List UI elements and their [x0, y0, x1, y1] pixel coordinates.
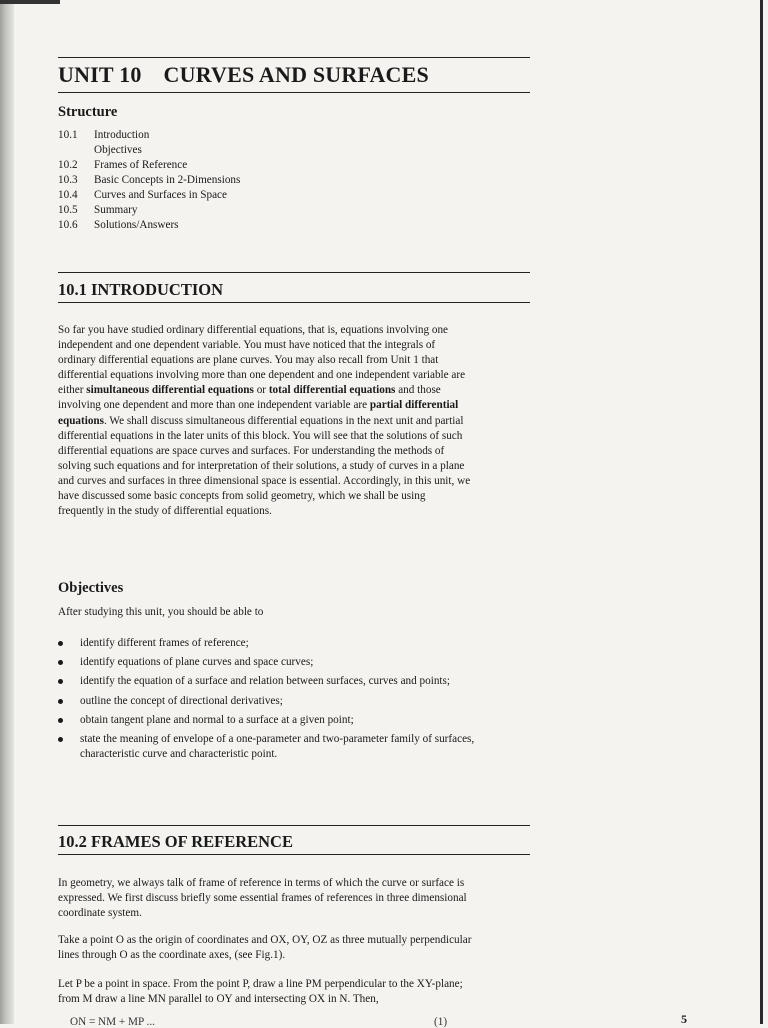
page-number: 5: [681, 1012, 687, 1026]
intro-rule-bottom: [58, 302, 530, 303]
frames-rule-bottom: [58, 854, 530, 855]
frames-paragraph-3: Let P be a point in space. From the point P, draw a line PM perpendicular to the XY-plane; from M draw a line MN parallel to OY and intersecting OX in N. Then,: [58, 978, 463, 1006]
objective-item: identify equations of plane curves and space curves;: [58, 655, 528, 670]
frames-heading: 10.2 FRAMES OF REFERENCE: [58, 832, 293, 851]
objective-item: outline the concept of directional derivatives;: [58, 694, 528, 709]
toc-item: 10.5 Summary: [58, 204, 138, 216]
objectives-heading: Objectives: [58, 580, 124, 596]
term-total: total differential equations: [268, 384, 396, 397]
scan-mark: [0, 0, 60, 4]
unit-title: [58, 62, 429, 88]
structure-heading: Structure: [58, 104, 118, 120]
toc-item: 10.3 Basic Concepts in 2-Dimensions: [58, 174, 241, 186]
objective-item: identify different frames of reference;: [58, 636, 528, 651]
title-rule-bottom: [58, 92, 530, 93]
objective-item: identify the equation of a surface and relation between surfaces, curves and points;: [58, 674, 528, 689]
unit-name: CURVES AND SURFACES: [163, 62, 429, 87]
toc-item: 10.6 Solutions/Answers: [58, 219, 179, 231]
term-partial: partial differential: [369, 399, 459, 412]
toc-item: 10.2 Frames of Reference: [58, 159, 188, 171]
frames-rule-top: [58, 825, 530, 826]
objective-item: state the meaning of envelope of a one-parameter and two-parameter family of surfaces, characteristic curve and characteristic point.: [58, 732, 528, 762]
toc-item: 10.4 Curves and Surfaces in Space: [58, 189, 227, 201]
intro-rule-top: [58, 272, 530, 273]
title-rule-top: [58, 57, 530, 58]
scan-shadow-left: [0, 0, 14, 1024]
objectives-list: [58, 636, 528, 766]
equation-number: (1): [434, 1016, 448, 1028]
toc-item: 10.1 Introduction: [58, 129, 150, 141]
intro-heading: 10.1 INTRODUCTION: [58, 280, 224, 299]
toc-item: Objectives: [94, 144, 142, 156]
unit-number: UNIT 10: [58, 62, 142, 87]
objectives-intro: After studying this unit, you should be able to: [58, 606, 264, 618]
scan-edge-right: [760, 0, 763, 1024]
structure-list: [58, 128, 240, 233]
frames-paragraph-1: In geometry, we always talk of frame of reference in terms of which the curve or surface is expressed. We first discuss briefly some essential frames of references in three dimensional coordinate system.: [58, 877, 467, 920]
objective-item: obtain tangent plane and normal to a surface at a given point;: [58, 713, 528, 728]
cut-off-equation: ON = NM + MP ...: [70, 1016, 155, 1028]
term-simultaneous: simultaneous differential equations: [86, 384, 254, 397]
frames-paragraph-2: Take a point O as the origin of coordinates and OX, OY, OZ as three mutually perpendicular lines through O as the coordinate axes, (see Fig.1).: [58, 934, 472, 962]
intro-paragraph: So far you have studied ordinary differential equations, that is, equations involving one independent and one dependent variable. You must have noticed that the integrals of ordinary differential equations are plane curves. You may also recall from Unit 1 that differential equations involving more than one dependent and one independent variable are either simultaneous differential equations or total differential equations and those involving one dependent and more than one independent variable are partial differential equations. We shall discuss simultaneous differential equations in the next unit and partial differential equations in the later units of this block. You will see that the solutions of such differential equations are space curves and surfaces. For understanding the methods of solving such equations and for interpretation of their solutions, a study of curves in a plane and curves and surfaces in three dimensional space is essential. Accordingly, in this unit, we have discussed some basic concepts from solid geometry, which we shall be using frequently in the study of differential equations.: [58, 324, 471, 518]
